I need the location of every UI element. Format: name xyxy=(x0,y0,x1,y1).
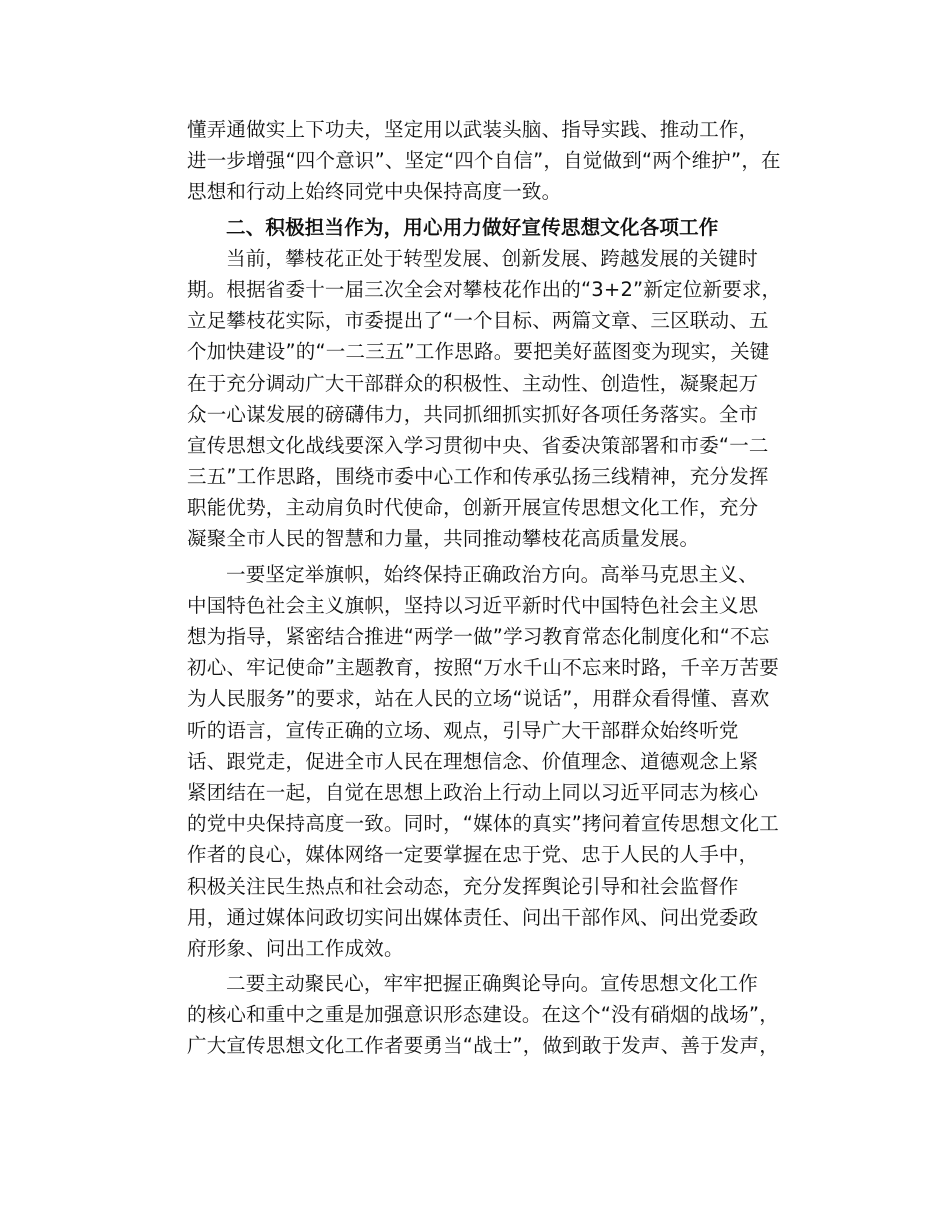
text-line: 的党中央保持高度一致。同时，“媒体的真实”拷问着宣传思想文化工 xyxy=(187,812,779,836)
text-line: 众一心谋发展的磅礴伟力，共同抓细抓实抓好各项任务落实。全市 xyxy=(187,402,759,426)
text-line: 听的语言，宣传正确的立场、观点，引导广大干部群众始终听党 xyxy=(187,718,739,742)
text-line: 进一步增强“四个意识”、坚定“四个自信”，自觉做到“两个维护”，在 xyxy=(187,149,781,173)
section-heading: 二、积极担当作为，用心用力做好宣传思想文化各项工作 xyxy=(226,215,719,239)
text-line: 期。根据省委十一届三次全会对攀枝花作出的“3+2”新定位新要求， xyxy=(187,277,782,301)
text-line: 初心、牢记使命”主题教育，按照“万水千山不忘来时路，千辛万苦要 xyxy=(187,656,779,680)
document-page xyxy=(187,114,782,1062)
text-line: 立足攀枝花实际，市委提出了“一个目标、两篇文章、三区联动、五 xyxy=(187,309,769,333)
text-line: 紧团结在一起，自觉在思想上政治上行动上同以习近平同志为核心 xyxy=(187,780,759,804)
text-line: 一要坚定举旗帜，始终保持正确政治方向。高举马克思主义、 xyxy=(226,562,758,586)
text-line: 三五”工作思路，围绕市委中心工作和传承弘扬三线精神，充分发挥 xyxy=(187,465,769,489)
text-line: 广大宣传思想文化工作者要勇当“战士”，做到敢于发声、善于发声， xyxy=(187,1034,779,1058)
text-line: 宣传思想文化战线要深入学习贯彻中央、省委决策部署和市委“一二 xyxy=(187,433,769,457)
text-line: 的核心和重中之重是加强意识形态建设。在这个“没有硝烟的战场”， xyxy=(187,1003,779,1027)
text-line: 个加快建设”的“一二三五”工作思路。要把美好蓝图变为现实，关键 xyxy=(187,340,770,364)
text-line: 懂弄通做实上下功夫，坚定用以武装头脑、指导实践、推动工作， xyxy=(187,118,759,141)
text-line: 在于充分调动广大干部群众的积极性、主动性、创造性，凝聚起万 xyxy=(187,371,759,395)
text-line: 作者的良心，媒体网络一定要掌握在忠于党、忠于人民的人手中， xyxy=(187,843,759,867)
text-line: 当前，攀枝花正处于转型发展、创新发展、跨越发展的关键时 xyxy=(226,246,758,270)
text-line: 想为指导，紧密结合推进“两学一做”学习教育常态化制度化和“不忘 xyxy=(187,625,770,648)
text-line: 为人民服务”的要求，站在人民的立场“说话”，用群众看得懂、喜欢 xyxy=(187,687,770,711)
text-line: 府形象、问出工作成效。 xyxy=(187,936,404,960)
text-line: 积极关注民生热点和社会动态，充分发挥舆论引导和社会监督作 xyxy=(187,874,739,898)
text-line: 用，通过媒体问政切实问出媒体责任、问出干部作风、问出党委政 xyxy=(187,905,759,929)
text-line: 凝聚全市人民的智慧和力量，共同推动攀枝花高质量发展。 xyxy=(187,527,700,551)
text-line: 话、跟党走，促进全市人民在理想信念、价值理念、道德观念上紧 xyxy=(187,749,759,773)
text-line: 中国特色社会主义旗帜，坚持以习近平新时代中国特色社会主义思 xyxy=(187,593,759,617)
text-line: 二要主动聚民心，牢牢把握正确舆论导向。宣传思想文化工作 xyxy=(226,972,758,996)
text-line: 职能优势，主动肩负时代使命，创新开展宣传思想文化工作，充分 xyxy=(187,496,759,520)
text-line: 思想和行动上始终同党中央保持高度一致。 xyxy=(187,180,562,204)
